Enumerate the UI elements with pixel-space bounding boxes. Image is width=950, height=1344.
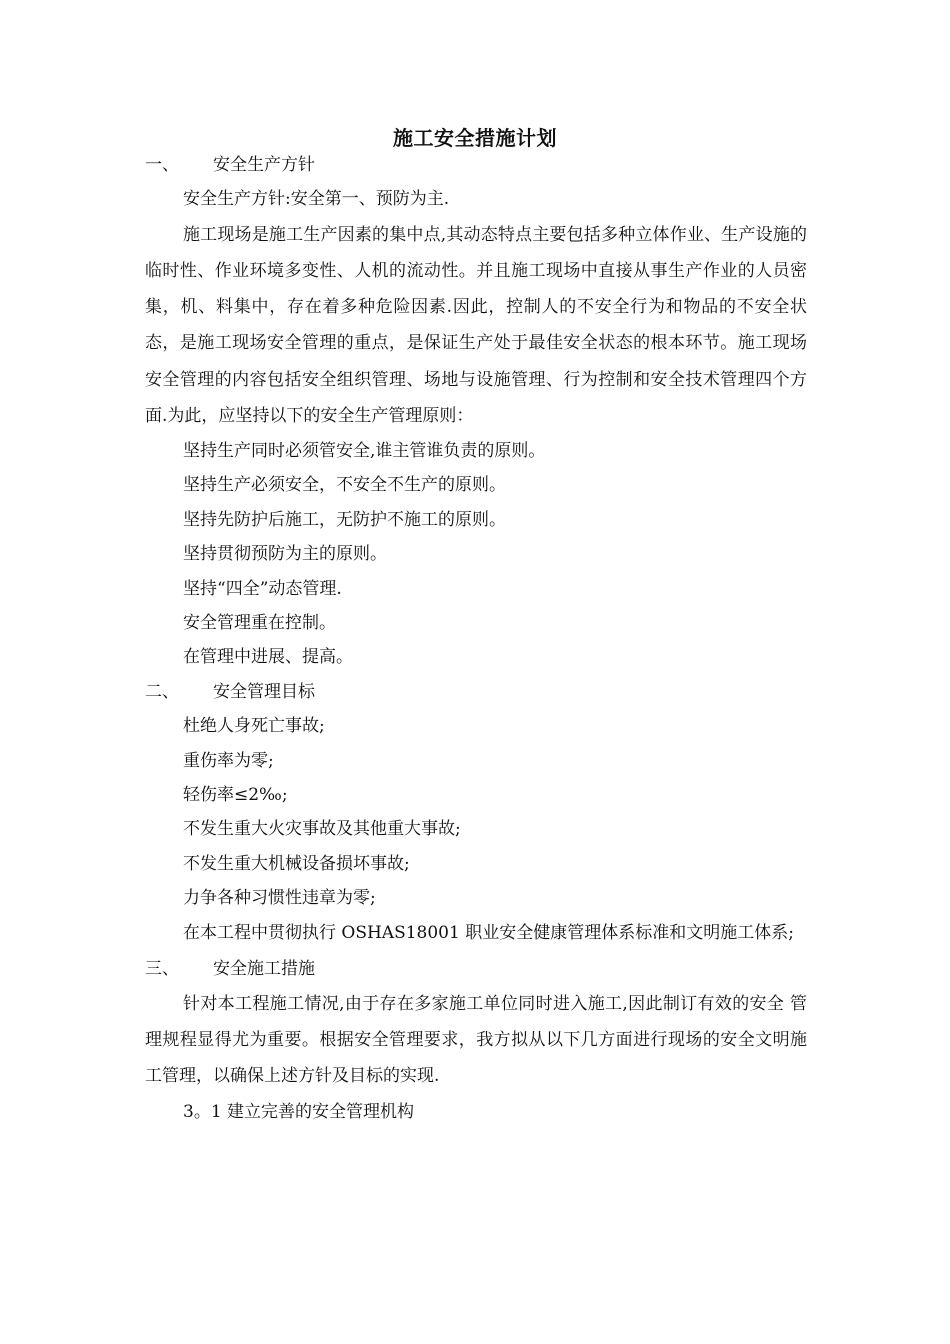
section-number: 三、: [145, 958, 179, 979]
body-paragraph: 在本工程中贯彻执行 OSHAS18001 职业安全健康管理体系标准和文明施工体系;: [183, 923, 794, 944]
list-item: 坚持生产同时必须管安全,谁主管谁负责的原则。: [183, 441, 546, 461]
section-heading: [145, 675, 807, 709]
list-item: 坚持先防护后施工，无防护不施工的原则。: [183, 509, 506, 530]
section-heading: [145, 148, 807, 182]
document-body: [145, 148, 807, 1129]
list-item: 轻伤率≤2‰;: [183, 784, 288, 805]
body-line: 安全生产方针:安全第一、预防为主.: [183, 189, 450, 210]
list-item: 坚持生产必须安全，不安全不生产的原则。: [183, 475, 506, 496]
list-item: 不发生重大机械设备损坏事故;: [183, 853, 410, 874]
section-number: 一、: [145, 155, 179, 175]
section-heading: [145, 952, 807, 986]
list-item: 重伤率为零;: [183, 750, 274, 771]
section-title: 安全施工措施: [213, 958, 315, 979]
list-item: 安全管理重在控制。: [183, 612, 336, 633]
list-item: 坚持贯彻预防为主的原则。: [183, 544, 387, 565]
subsection-heading: 3。1 建立完善的安全管理机构: [183, 1101, 415, 1122]
list-item: 杜绝人身死亡事故;: [183, 716, 325, 737]
section-title: 安全生产方针: [213, 155, 315, 175]
list-item: 不发生重大火灾事故及其他重大事故;: [183, 819, 461, 840]
body-paragraph: 施工现场是施工生产因素的集中点,其动态特点主要包括多种立体作业、生产设施的临时性、作业环境多变性、人机的流动性。并且施工现场中直接从事生产作业的人员密集，机、料集中，存在着多种危险因素.因此，控制人的不安全行为和物品的不安全状态，是施工现场安全管理的重点，是保证生产处于最佳安全状态的根本环节。施工现场安全管理的内容包括安全组织管理、场地与设施管理、行为控制和安全技术管理四个方面.为此，应坚持以下的安全生产管理原则：: [145, 224, 807, 426]
list-item: 坚持“四全”动态管理.: [183, 578, 342, 599]
section-number: 二、: [145, 681, 179, 702]
list-item: 在管理中进展、提高。: [183, 647, 353, 668]
body-paragraph: 针对本工程施工情况,由于存在多家施工单位同时进入施工,因此制订有效的安全 管理规程显得尤为重要。根据安全管理要求，我方拟从以下几方面进行现场的安全文明施工管理，以确保上述方针及目标的实现.: [145, 994, 807, 1087]
list-item: 力争各种习惯性违章为零;: [183, 888, 376, 909]
section-title: 安全管理目标: [213, 681, 315, 702]
document-title: 施工安全措施计划: [393, 126, 557, 150]
